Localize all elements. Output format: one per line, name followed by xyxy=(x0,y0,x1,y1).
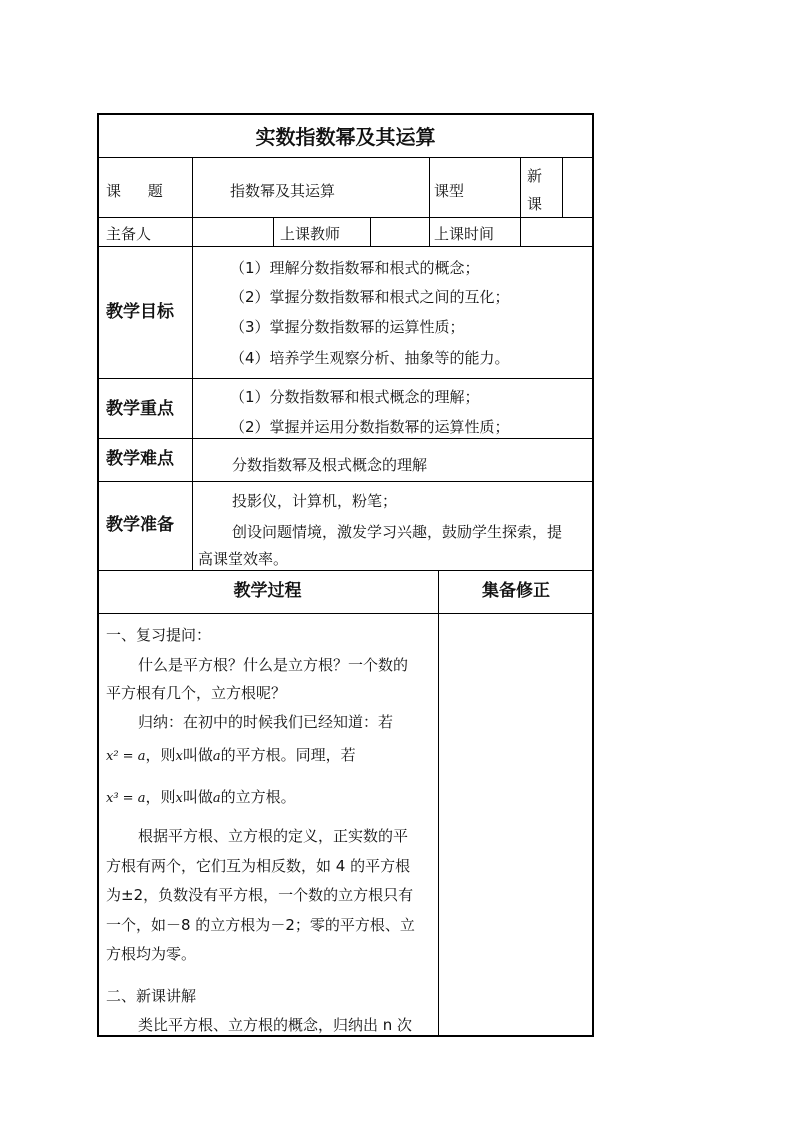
key-points-label: 教学重点 xyxy=(106,399,174,419)
formula-line xyxy=(106,740,356,772)
body-text: 叫做 xyxy=(182,788,213,806)
column-divider xyxy=(520,157,521,246)
preparation-line: 投影仪，计算机，粉笔； xyxy=(232,492,398,510)
preparation-line: 创设问题情境，激发学习兴趣，鼓励学生探索，提 xyxy=(232,523,563,541)
body-line: 什么是平方根？什么是立方根？一个数的 xyxy=(138,656,409,674)
column-divider xyxy=(438,570,439,1037)
row-divider xyxy=(97,378,594,379)
difficulty-text: 分数指数幂及根式概念的理解 xyxy=(232,456,428,474)
key-point-item: （1）分数指数幂和根式概念的理解； xyxy=(230,388,480,406)
teacher-label: 上课教师 xyxy=(280,225,341,243)
preparation-label: 教学准备 xyxy=(106,515,174,535)
goal-item: （4）培养学生观察分析、抽象等的能力。 xyxy=(230,349,510,367)
column-divider xyxy=(562,157,563,217)
column-divider xyxy=(429,157,430,246)
body-line: 为±2，负数没有平方根，一个数的立方根只有 xyxy=(106,886,414,904)
formula-line xyxy=(106,782,296,814)
body-text: 叫做 xyxy=(182,746,213,764)
section-heading: 二、新课讲解 xyxy=(106,987,197,1005)
revision-header: 集备修正 xyxy=(482,581,550,601)
body-line: 方根有两个，它们互为相反数，如 4 的平方根 xyxy=(106,857,411,875)
body-line: 方根均为零。 xyxy=(106,945,197,963)
body-text: 的立方根。 xyxy=(220,788,296,806)
row-divider xyxy=(97,613,594,614)
variable: a xyxy=(212,791,221,806)
type-value: 新课 xyxy=(527,167,543,213)
process-header: 教学过程 xyxy=(233,581,302,601)
course-value: 指数幂及其运算 xyxy=(230,182,336,200)
body-text: ，则 xyxy=(145,788,176,806)
body-line: 归纳：在初中的时候我们已经知道：若 xyxy=(138,713,394,731)
page-title: 实数指数幂及其运算 xyxy=(255,124,436,149)
preparation-line: 高课堂效率。 xyxy=(198,550,289,568)
body-line: 类比平方根、立方根的概念，归纳出 n 次 xyxy=(138,1016,413,1034)
formula: x² = a xyxy=(106,749,146,764)
variable: x xyxy=(175,749,183,764)
preparer-label: 主备人 xyxy=(106,225,152,243)
variable: x xyxy=(175,791,183,806)
body-text: ，则 xyxy=(145,746,176,764)
column-divider xyxy=(273,217,274,246)
course-label: 课 题 xyxy=(106,182,163,200)
column-divider xyxy=(370,217,371,246)
variable: a xyxy=(212,749,221,764)
formula: x³ = a xyxy=(106,791,146,806)
body-line: 平方根有几个，立方根呢？ xyxy=(106,684,287,702)
type-label: 课型 xyxy=(434,182,465,200)
goal-item: （2）掌握分数指数幂和根式之间的互化； xyxy=(230,288,510,306)
difficulty-label: 教学难点 xyxy=(106,449,174,469)
goal-item: （3）掌握分数指数幂的运算性质； xyxy=(230,318,465,336)
body-text: 的平方根。同理，若 xyxy=(220,746,356,764)
column-divider xyxy=(192,157,193,570)
goal-item: （1）理解分数指数幂和根式的概念； xyxy=(230,259,480,277)
body-line: 根据平方根、立方根的定义，正实数的平 xyxy=(138,827,409,845)
key-point-item: （2）掌握并运用分数指数幂的运算性质； xyxy=(230,418,510,436)
body-line: 一个，如－8 的立方根为－2；零的平方根、立 xyxy=(106,916,415,934)
row-divider xyxy=(97,481,594,482)
row-divider xyxy=(97,570,594,571)
goals-label: 教学目标 xyxy=(106,302,174,322)
time-label: 上课时间 xyxy=(434,225,495,243)
row-divider xyxy=(97,246,594,247)
section-heading: 一、复习提问： xyxy=(106,626,212,644)
